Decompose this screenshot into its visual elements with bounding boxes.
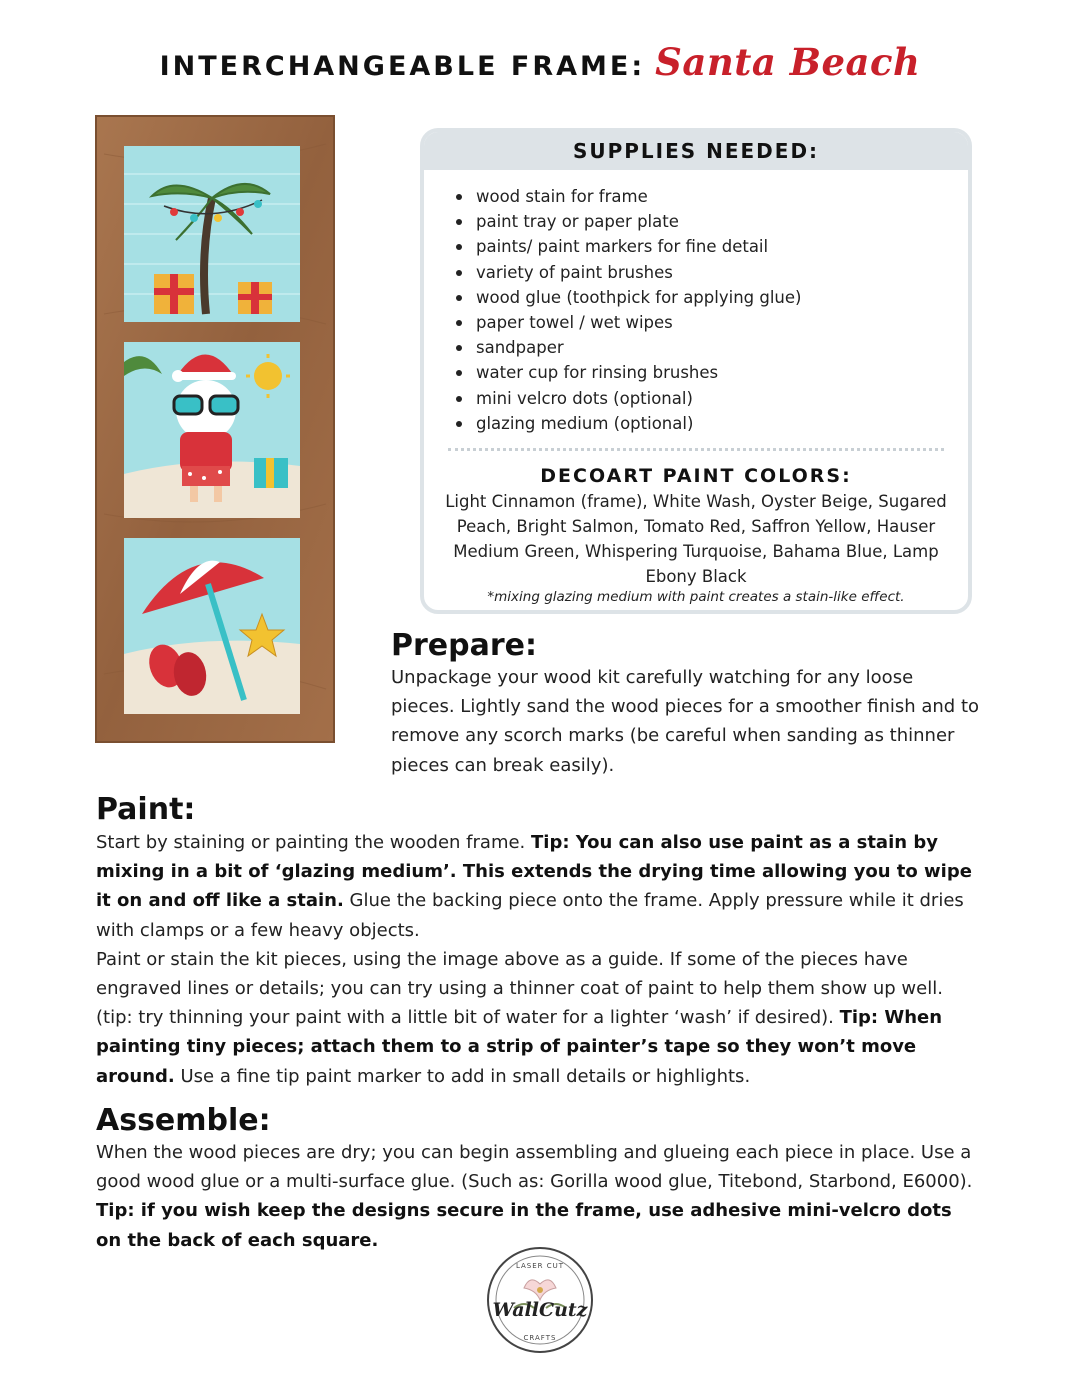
logo-bottom-text: CRAFTS <box>523 1334 557 1342</box>
paint-colors-heading: DECOART PAINT COLORS: <box>540 465 852 488</box>
list-item: water cup for rinsing brushes <box>476 360 968 385</box>
wallcutz-logo <box>484 1244 596 1356</box>
list-item: paints/ paint markers for fine detail <box>476 234 968 259</box>
paint-body <box>96 828 976 1091</box>
assemble-tip: Tip: if you wish keep the designs secure in the frame, use adhesive mini-velcro dots on the back of each square. <box>96 1200 952 1251</box>
logo-top-text: LASER CUT <box>515 1262 565 1270</box>
paint-text: Paint or stain the kit pieces, using the image above as a guide. If some of the pieces have engraved lines or details; you can try using a thinner coat of paint to help them show up well. (tip: try thinning your paint with a little bit of water for a lighter ‘wash’ if desired). <box>96 948 943 1029</box>
assemble-text: When the wood pieces are dry; you can begin assembling and glueing each piece in place. Use a good wood glue or a multi-surface glue. (Such as: Gorilla wood glue, Titebond, Starbond, E6000). <box>96 1142 973 1193</box>
frame-product-image <box>94 114 336 744</box>
paint-heading: Paint: <box>96 792 196 827</box>
logo-brand-text: WallCutz <box>492 1299 588 1321</box>
supplies-box <box>420 128 972 614</box>
list-item: paint tray or paper plate <box>476 209 968 234</box>
paint-tip: Tip: You can also use paint as a stain by mixing in a bit of ‘glazing medium’. This extends the drying time allowing you to wipe it on and off like a stain. <box>96 832 972 912</box>
list-item: variety of paint brushes <box>476 260 968 285</box>
paint-text: Start by staining or painting the wooden frame. <box>96 832 531 853</box>
paint-text: Glue the backing piece onto the frame. Apply pressure while it dries with clamps or a few heavy objects. <box>96 890 964 941</box>
list-item: sandpaper <box>476 335 968 360</box>
supplies-heading: SUPPLIES NEEDED: <box>424 132 968 170</box>
assemble-body <box>96 1138 976 1255</box>
supplies-list <box>424 184 968 436</box>
paint-colors-list: Light Cinnamon (frame), White Wash, Oyster Beige, Sugared Peach, Bright Salmon, Tomato Red, Saffron Yellow, Hauser Medium Green, Whispering Turquoise, Bahama Blue, Lamp Ebony Black <box>445 492 947 587</box>
paint-tip: Tip: When painting tiny pieces; attach them to a strip of painter’s tape so they won’t move around. <box>96 1007 943 1087</box>
dotted-divider <box>448 448 944 457</box>
page-title <box>0 40 1080 100</box>
prepare-body: Unpackage your wood kit carefully watching for any loose pieces. Lightly sand the wood pieces for a smoother finish and to remove any scorch marks (be careful when sanding as thinner pieces can break easily). <box>391 667 980 776</box>
list-item: wood glue (toothpick for applying glue) <box>476 285 968 310</box>
title-prefix: INTERCHANGEABLE FRAME: <box>159 51 646 82</box>
list-item: wood stain for frame <box>476 184 968 209</box>
assemble-heading: Assemble: <box>96 1103 271 1138</box>
paint-text: Use a fine tip paint marker to add in small details or highlights. <box>174 1065 751 1087</box>
list-item: paper towel / wet wipes <box>476 310 968 335</box>
prepare-heading: Prepare: <box>391 628 537 663</box>
list-item: mini velcro dots (optional) <box>476 386 968 411</box>
paint-colors-note: *mixing glazing medium with paint creates a stain-like effect. <box>487 589 905 606</box>
title-product-name: Santa Beach <box>655 40 921 84</box>
list-item: glazing medium (optional) <box>476 411 968 436</box>
